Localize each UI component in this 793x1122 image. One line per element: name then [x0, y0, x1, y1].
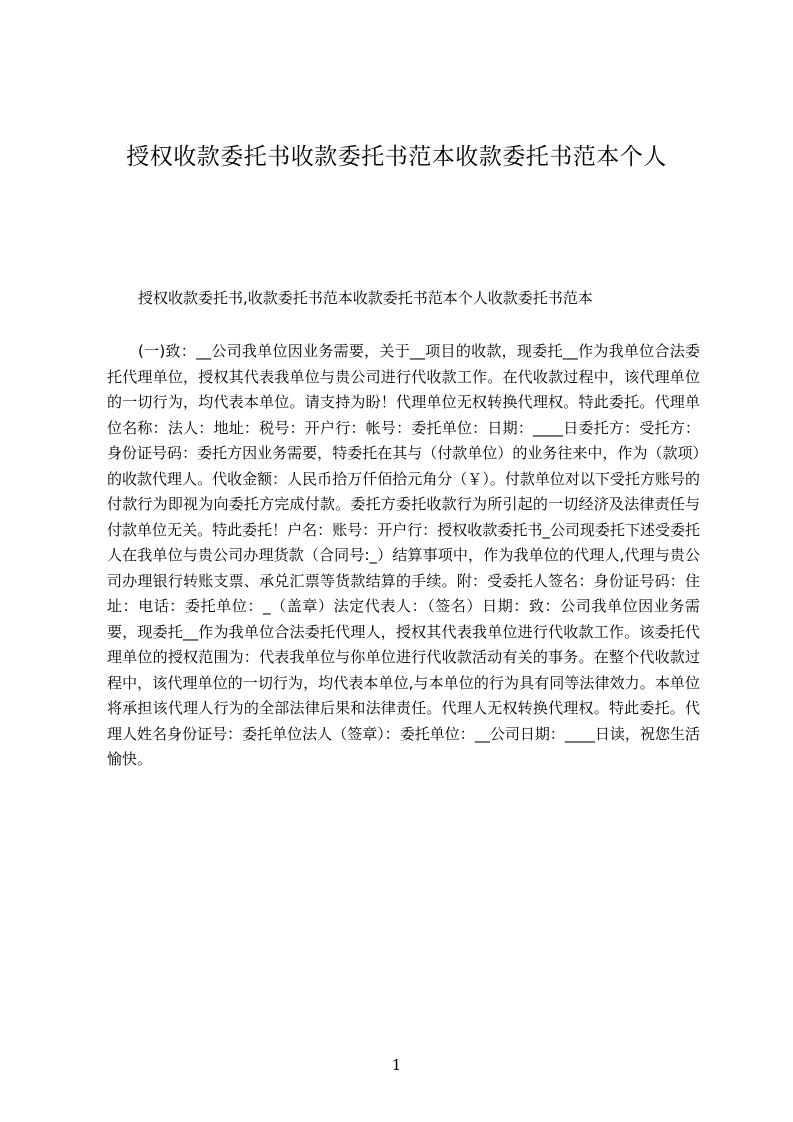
document-subtitle: 授权收款委托书,收款委托书范本收款委托书范本个人收款委托书范本 — [138, 289, 593, 307]
page-number: 1 — [391, 1056, 402, 1074]
document-body-paragraph: (一)致：__公司我单位因业务需要，关于__项目的收款，现委托__作为我单位合法委托代理单位，授权其代表我单位与贵公司进行代收款工作。在代收款过程中，该代理单位的一切行为，均代表本单位。请支持为盼！代理单位无权转换代理权。特此委托。代理单位名称：法人：地址：税号：开户行：帐号：委托单位：日期：____日委托方：受托方：身份证号码：委托方因业务需要，特委托在其与（付款单位）的业务往来中，作为（款项）的收款代理人。代收金额：人民币拾万仟佰拾元角分（￥）。付款单位对以下受托方账号的付款行为即视为向委托方完成付款。委托方委托收款行为所引起的一切经济及法律责任与付款单位无关。特此委托！户名：账号：开户行：授权收款委托书_公司现委托下述受委托人在我单位与贵公司办理货款（合同号:_）结算事项中，作为我单位的代理人,代理与贵公司办理银行转账支票、承兑汇票等货款结算的手续。附：受委托人签名：身份证号码：住址：电话：委托单位：_（盖章）法定代表人：（签名）日期：致：公司我单位因业务需要，现委托__作为我单位合法委托代理人，授权其代表我单位进行代收款工作。该委托代理单位的授权范围为：代表我单位与你单位进行代收款活动有关的事务。在整个代收款过程中，该代理单位的一切行为，均代表本单位,与本单位的行为具有同等法律效力。本单位将承担该代理人行为的全部法律后果和法律责任。代理人无权转换代理权。特此委托。代理人姓名身份证号：委托单位法人（签章）：委托单位：__公司日期：____日读，祝您生活愉快。 — [107, 342, 700, 768]
document-title: 授权收款委托书收款委托书范本收款委托书范本个人 — [126, 144, 667, 170]
